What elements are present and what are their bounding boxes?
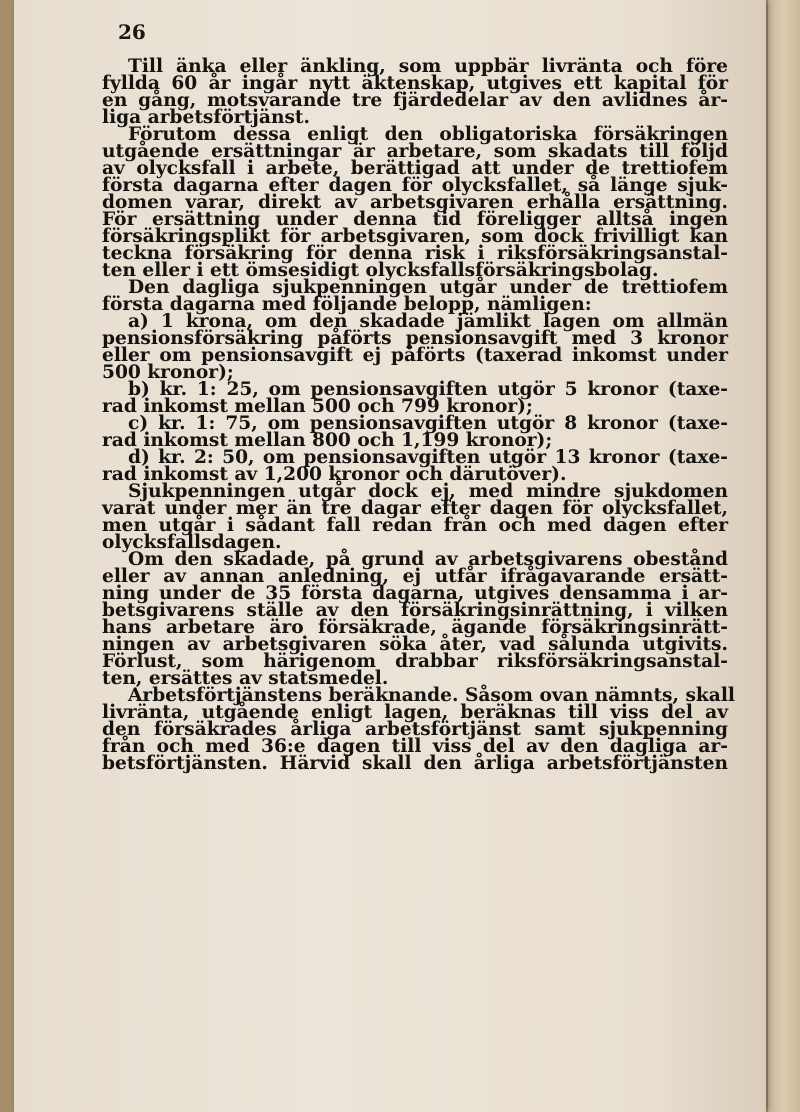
text-line: teckna försäkring för denna risk i riksförsäkringsanstal- xyxy=(102,243,728,264)
text-line: rad inkomst mellan 500 och 799 kronor); xyxy=(102,396,533,417)
text-line: utgående ersättningar är arbetare, som skadats till följd xyxy=(102,141,728,162)
text-line: b) kr. 1: 25, om pensionsavgiften utgör 5 kronor (taxe- xyxy=(128,379,728,400)
text-line: första dagarna efter dagen för olycksfallet, så länge sjuk- xyxy=(102,175,728,196)
text-line: första dagarna med följande belopp, nämligen: xyxy=(102,294,592,315)
text-line: betsgivarens ställe av den försäkringsinrättning, i vilken xyxy=(102,600,728,621)
text-line: Om den skadade, på grund av arbetsgivarens obestånd xyxy=(128,549,728,570)
text-line: ten, ersättes av statsmedel. xyxy=(102,668,389,689)
text-line: Förlust, som härigenom drabbar riksförsäkringsanstal- xyxy=(102,651,728,672)
text-line: Arbetsförtjänstens beräknande. Såsom ovan nämnts, skall xyxy=(128,685,735,706)
text-line: av olycksfall i arbete, berättigad att under de trettiofem xyxy=(102,158,728,179)
text-line: den försäkrades årliga arbetsförtjänst samt sjukpenning xyxy=(102,719,728,740)
text-line: rad inkomst av 1,200 kronor och därutöver). xyxy=(102,464,567,485)
text-line: varat under mer än tre dagar efter dagen för olycksfallet, xyxy=(102,498,728,519)
text-line: från och med 36:e dagen till viss del av den dagliga ar- xyxy=(102,736,728,757)
text-line: ning under de 35 första dagarna, utgives densamma i ar- xyxy=(102,583,728,604)
body-text xyxy=(102,56,735,774)
facing-page-edge xyxy=(768,0,800,1112)
text-line: domen varar, direkt av arbetsgivaren erhålla ersättning. xyxy=(102,192,728,213)
text-line: eller om pensionsavgift ej påförts (taxerad inkomst under xyxy=(102,345,728,366)
text-line: d) kr. 2: 50, om pensionsavgiften utgör 13 kronor (taxe- xyxy=(128,447,728,468)
text-line: fyllda 60 år ingår nytt äktenskap, utgives ett kapital för xyxy=(102,73,728,94)
text-line: ningen av arbetsgivaren söka åter, vad sålunda utgivits. xyxy=(102,634,728,655)
text-line: 500 kronor); xyxy=(102,362,234,383)
text-line: olycksfallsdagen. xyxy=(102,532,282,553)
text-line: betsförtjänsten. Härvid skall den årliga arbetsförtjänsten xyxy=(102,753,728,774)
book-page xyxy=(14,0,766,1112)
text-line: För ersättning under denna tid föreligger alltså ingen xyxy=(102,209,728,230)
text-line: a) 1 krona, om den skadade jämlikt lagen om allmän xyxy=(128,311,728,332)
text-line: Sjukpenningen utgår dock ej, med mindre sjukdomen xyxy=(128,481,728,502)
text-line: ten eller i ett ömsesidigt olycksfallsförsäkringsbolag. xyxy=(102,260,659,281)
text-line: Den dagliga sjukpenningen utgår under de trettiofem xyxy=(128,277,728,298)
text-line: liga arbetsförtjänst. xyxy=(102,107,310,128)
text-line: Till änka eller änkling, som uppbär livränta och före xyxy=(128,56,728,77)
text-line: hans arbetare äro försäkrade, ägande försäkringsinrätt- xyxy=(102,617,728,638)
text-line: livränta, utgående enligt lagen, beräknas till viss del av xyxy=(102,702,728,723)
text-line: pensionsförsäkring påförts pensionsavgift med 3 kronor xyxy=(102,328,728,349)
text-line: men utgår i sådant fall redan från och med dagen efter xyxy=(102,515,728,536)
text-line: en gång, motsvarande tre fjärdedelar av den avlidnes år- xyxy=(102,90,728,111)
text-line: försäkringsplikt för arbetsgivaren, som dock frivilligt kan xyxy=(102,226,728,247)
text-line: rad inkomst mellan 800 och 1,199 kronor); xyxy=(102,430,553,451)
text-line: Förutom dessa enligt den obligatoriska försäkringen xyxy=(128,124,728,145)
text-line: c) kr. 1: 75, om pensionsavgiften utgör 8 kronor (taxe- xyxy=(128,413,728,434)
page-number: 26 xyxy=(118,20,146,44)
text-line: eller av annan anledning, ej utfår ifrågavarande ersätt- xyxy=(102,566,728,587)
